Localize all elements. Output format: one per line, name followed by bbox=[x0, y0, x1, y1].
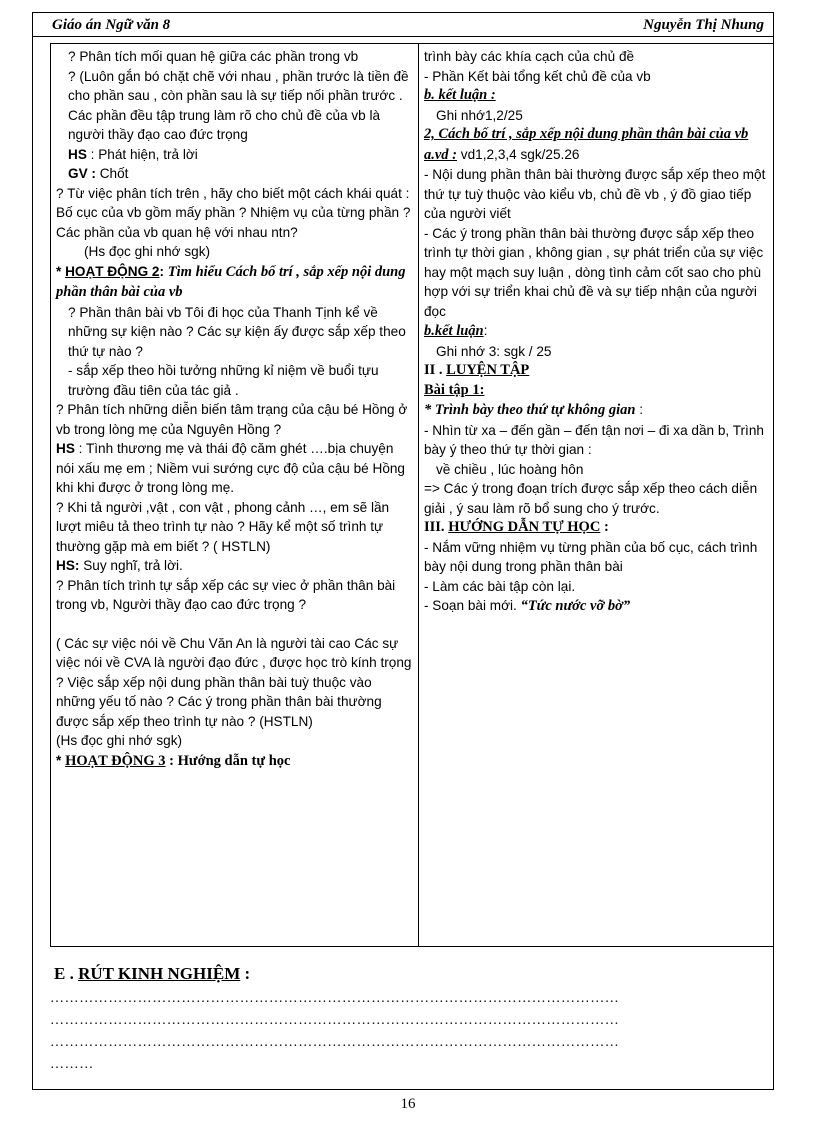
left-column bbox=[56, 47, 412, 771]
left-line: HS : Tình thương mẹ và thái độ căm ghét ….bịa chuyện nói xấu mẹ em ; Niềm vui sướng cực độ của cậu bé Hồng khi khi được ở trong lòng mẹ. bbox=[56, 441, 405, 495]
conclusion-heading: b.kết luận: bbox=[424, 323, 488, 339]
left-line: - sắp xếp theo hồi tưởng những kỉ niệm về buổi tựu trường đầu tiên của tác giả . bbox=[68, 363, 379, 398]
right-column bbox=[424, 47, 768, 617]
experience-title: E . RÚT KINH NGHIỆM : bbox=[54, 964, 251, 983]
left-line: HS : Phát hiện, trả lời bbox=[68, 146, 198, 162]
right-line: - Soạn bài mới. “Tức nước vỡ bờ” bbox=[424, 598, 631, 614]
right-line: - Nhìn từ xa – đến gần – đến tận nơi – đi xa dần b, Trình bày ý theo thứ tự thời gian : bbox=[424, 422, 764, 457]
gv-label: GV : bbox=[68, 166, 96, 181]
right-line: * Trình bày theo thứ tự không gian : bbox=[424, 402, 643, 418]
right-line: Ghi nhớ 3: sgk / 25 bbox=[436, 343, 552, 359]
right-line: - Nắm vững nhiệm vụ từng phần của bố cục, cách trình bày nội dung trong phần thân bài bbox=[424, 539, 758, 574]
right-line: a.vd : vd1,2,3,4 sgk/25.26 bbox=[424, 146, 580, 163]
header-rule bbox=[32, 36, 774, 37]
dotted-line: ……… bbox=[50, 1057, 94, 1072]
left-line: ( Các sự việc nói về Chu Văn An là người tài cao Các sự việc nói về CVA là người đạo đức , được học trò kính trọng bbox=[56, 635, 412, 670]
right-line: Ghi nhớ1,2/25 bbox=[436, 107, 523, 123]
left-line: (Hs đọc ghi nhớ sgk) bbox=[56, 733, 183, 748]
page-number: 16 bbox=[400, 1096, 416, 1112]
left-line: ? Phân tích những diễn biến tâm trạng của cậu bé Hồng ở vb trong lòng mẹ của Nguyên Hồng ? bbox=[56, 402, 408, 437]
right-line: - Làm các bài tập còn lại. bbox=[424, 578, 576, 594]
hs-label: HS bbox=[68, 146, 87, 162]
left-line: (Hs đọc ghi nhớ sgk) bbox=[84, 244, 211, 259]
conclusion-heading: b. kết luận : bbox=[424, 87, 496, 103]
activity-3-heading: * HOẠT ĐỘNG 3 : Hướng dẫn tự học bbox=[56, 752, 291, 769]
right-line: => Các ý trong đoạn trích được sắp xếp theo cách diễn giải , ý sau làm rõ bổ sung cho ý trước. bbox=[424, 481, 758, 516]
left-line: HS: Suy nghĩ, trả lời. bbox=[56, 558, 183, 573]
header-left: Giáo án Ngữ văn 8 bbox=[52, 17, 171, 33]
activity-2-heading: * HOẠT ĐỘNG 2: Tìm hiểu Cách bố trí , sắp xếp nội dung phần thân bài của vb bbox=[56, 263, 406, 300]
left-line: ? Từ việc phân tích trên , hãy cho biết một cách khái quát : Bố cục của vb gồm mấy phần ? Nhiệm vụ của từng phần ? Các phần của vb quan hệ với nhau ntn? bbox=[56, 185, 411, 240]
header-right: Nguyễn Thị Nhung bbox=[643, 17, 764, 33]
left-line: ? Phân tích mối quan hệ giữa các phần trong vb bbox=[68, 49, 359, 64]
dotted-line: ……………………………………………………………………………………………………… bbox=[50, 991, 620, 1006]
left-line: ? (Luôn gắn bó chặt chẽ với nhau , phần trước là tiền đề cho phần sau , còn phần sau là sự tiếp nối phần trước . Các phần đều tập trung làm rõ cho chủ đề của vb là người thầy đạo cao đức trọng bbox=[68, 68, 409, 142]
right-line: - Phần Kết bài tổng kết chủ đề của vb bbox=[424, 68, 651, 84]
right-line: - Các ý trong phần thân bài thường được sắp xếp theo trình tự thời gian , không gian , sự phát triển của sự việc hay một mạch suy luận , dòng tình cảm cốt sao cho phù hợp với sự triển khai chủ đề và sự tiếp nhận của người đọc bbox=[424, 225, 764, 319]
dotted-line: ……………………………………………………………………………………………………… bbox=[50, 1035, 620, 1050]
left-line: ? Khi tả người ,vật , con vật , phong cảnh …, em sẽ lần lượt miêu tả theo trình tự nào ? Hãy kể một số trình tự thường gặp mà em biết ? ( HSTLN) bbox=[56, 499, 390, 554]
self-study-heading: III. HƯỚNG DẪN TỰ HỌC : bbox=[424, 519, 609, 535]
practice-heading: II . LUYỆN TẬP bbox=[424, 362, 530, 378]
exercise-heading: Bài tập 1: bbox=[424, 381, 485, 398]
left-line: GV : Chốt bbox=[68, 166, 129, 181]
left-line: ? Việc sắp xếp nội dung phần thân bài tuỳ thuộc vào những yếu tố nào ? Các ý trong phần thân bài thường được sắp xếp theo trình tự nào ? (HSTLN) bbox=[56, 674, 382, 729]
column-divider bbox=[418, 43, 419, 947]
right-line: về chiều , lúc hoàng hôn bbox=[436, 461, 584, 477]
left-line: ? Phần thân bài vb Tôi đi học của Thanh Tịnh kể về những sự kiện nào ? Các sự kiện ấy được sắp xếp theo thứ tự nào ? bbox=[68, 304, 406, 359]
left-line: ? Phân tích trình tự sắp xếp các sự viec ở phần thân bài trong vb, Người thầy đạo cao đức trọng ? bbox=[56, 577, 396, 612]
right-line: trình bày các khía cạch của chủ đề bbox=[424, 49, 635, 64]
section-heading: 2, Cách bố trí , sắp xếp nội dung phần thân bài của vb bbox=[424, 126, 749, 142]
dotted-line: ……………………………………………………………………………………………………… bbox=[50, 1013, 620, 1028]
right-line: - Nội dung phần thân bài thường được sắp xếp theo một thứ tự tuỳ thuộc vào kiểu vb, chủ đề vb , ý đồ giao tiếp của người viết bbox=[424, 167, 766, 221]
blank-line bbox=[56, 615, 412, 634]
